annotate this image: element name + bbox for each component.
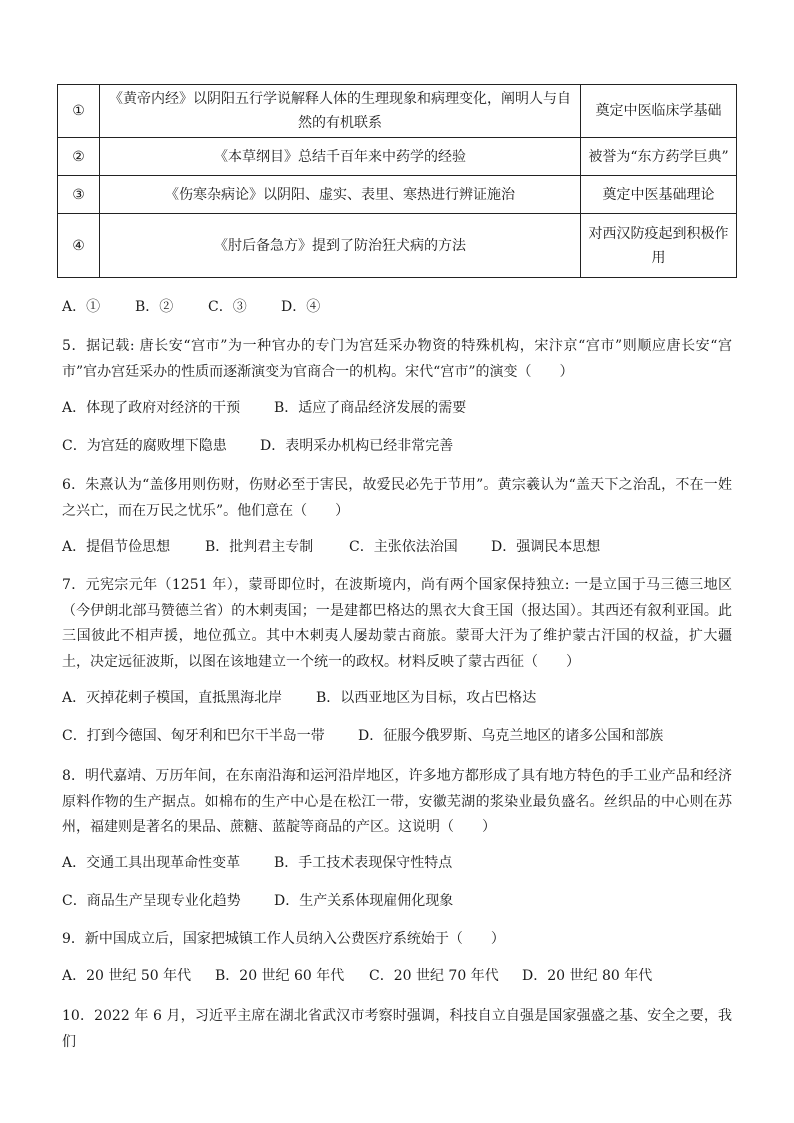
option-a: A．交通工具出现革命性变革	[62, 855, 241, 871]
option-d: D．强调民本思想	[491, 539, 601, 555]
option-d: D．④	[281, 299, 321, 315]
table-row	[58, 176, 737, 214]
option-c: C．打到今德国、匈牙利和巴尔干半岛一带	[62, 728, 325, 744]
question-6-stem: 6．朱熹认为“盖侈用则伤财，伤财必至于害民，故爱民必先于节用”。黄宗羲认为“盖天下之治乱，不在一姓之兴亡，而在万民之忧乐”。他们意在（ ）	[62, 477, 732, 519]
question-9-options	[62, 966, 652, 986]
row-content: 《肘后备急方》提到了防治狂犬病的方法	[100, 214, 581, 278]
option-d: D．生产关系体现雇佣化现象	[274, 893, 454, 909]
question-4-options	[62, 297, 320, 317]
option-a: A．①	[62, 299, 101, 315]
option-d: D．表明采办机构已经非常完善	[260, 438, 454, 454]
question-8-options-row-2	[62, 891, 453, 911]
table-row	[58, 214, 737, 278]
question-5-options-row-2	[62, 436, 453, 456]
row-result: 被誉为“东方药学巨典”	[581, 138, 737, 176]
option-b: B．手工技术表现保守性特点	[274, 855, 453, 871]
row-number: ①	[58, 85, 100, 138]
option-b: B．适应了商品经济发展的需要	[274, 400, 467, 416]
option-c: C．为宫廷的腐败埋下隐患	[62, 438, 227, 454]
row-result: 对西汉防疫起到积极作用	[581, 214, 737, 278]
question-7-options-row-2	[62, 726, 663, 746]
question-4-table	[57, 84, 737, 278]
question-9-stem: 9．新中国成立后，国家把城镇工作人员纳入公费医疗系统始于（ ）	[62, 931, 505, 947]
question-10-stem: 10．2022 年 6 月，习近平主席在湖北省武汉市考察时强调，科技自立自强是国家强盛之基、安全之要，我们	[62, 1008, 732, 1050]
row-number: ③	[58, 176, 100, 214]
option-c: C．主张依法治国	[349, 539, 458, 555]
question-5-stem: 5．据记载: 唐长安“宫市”为一种官办的专门为宫廷采办物资的特殊机构，宋汴京“宫市”则顺应唐长安“宫市”官办宫廷采办的性质而逐渐演变为官商合一的机构。宋代“宫市”的演变（ ）	[62, 338, 732, 380]
row-result: 奠定中医临床学基础	[581, 85, 737, 138]
question-6-options	[62, 537, 600, 557]
table-row	[58, 138, 737, 176]
row-content: 《本草纲目》总结千百年来中药学的经验	[100, 138, 581, 176]
option-c: C．③	[208, 299, 247, 315]
row-number: ②	[58, 138, 100, 176]
option-a: A．提倡节俭思想	[62, 539, 171, 555]
row-result: 奠定中医基础理论	[581, 176, 737, 214]
option-a: A．20 世纪 50 年代	[62, 968, 192, 984]
option-b: B．批判君主专制	[205, 539, 314, 555]
row-content: 《黄帝内经》以阴阳五行学说解释人体的生理现象和病理变化，阐明人与自然的有机联系	[100, 85, 581, 138]
question-7-stem: 7．元宪宗元年（1251 年），蒙哥即位时，在波斯境内，尚有两个国家保持独立: 一是立国于马三德三地区（今伊朗北部马赞德兰省）的木剌夷国；一是建都巴格达的黑衣大食王国（报达国）。其西还有叙利亚国。此三国彼此不相声援，地位孤立。其中木剌夷人屡劫蒙古商旅。蒙哥大汗为了维护蒙古汗国的权益，扩大疆土，决定远征波斯，以图在该地建立一个统一的政权。材料反映了蒙古西征（ ）	[62, 577, 732, 670]
option-d: D．征服今俄罗斯、乌克兰地区的诸多公国和部族	[358, 728, 664, 744]
option-b: B．20 世纪 60 年代	[215, 968, 345, 984]
option-b: B．②	[135, 299, 174, 315]
option-a: A．灭掉花剌子模国，直抵黑海北岸	[62, 690, 283, 706]
row-number: ④	[58, 214, 100, 278]
option-d: D．20 世纪 80 年代	[522, 968, 653, 984]
question-8-stem: 8．明代嘉靖、万历年间，在东南沿海和运河沿岸地区，许多地方都形成了具有地方特色的手工业产品和经济原料作物的生产据点。如棉布的生产中心是在松江一带，安徽芜湖的浆染业最负盛名。丝织品的中心则在苏州，福建则是著名的果品、蔗糖、蓝靛等商品的产区。这说明（ ）	[62, 768, 732, 835]
row-content: 《伤寒杂病论》以阴阳、虚实、表里、寒热进行辨证施治	[100, 176, 581, 214]
question-8-options-row-1	[62, 853, 452, 873]
option-c: C．20 世纪 70 年代	[369, 968, 499, 984]
option-c: C．商品生产呈现专业化趋势	[62, 893, 241, 909]
question-5-options-row-1	[62, 398, 466, 418]
table-row	[58, 85, 737, 138]
option-a: A．体现了政府对经济的干预	[62, 400, 241, 416]
question-7-options-row-1	[62, 688, 536, 708]
option-b: B．以西亚地区为目标，攻占巴格达	[316, 690, 537, 706]
